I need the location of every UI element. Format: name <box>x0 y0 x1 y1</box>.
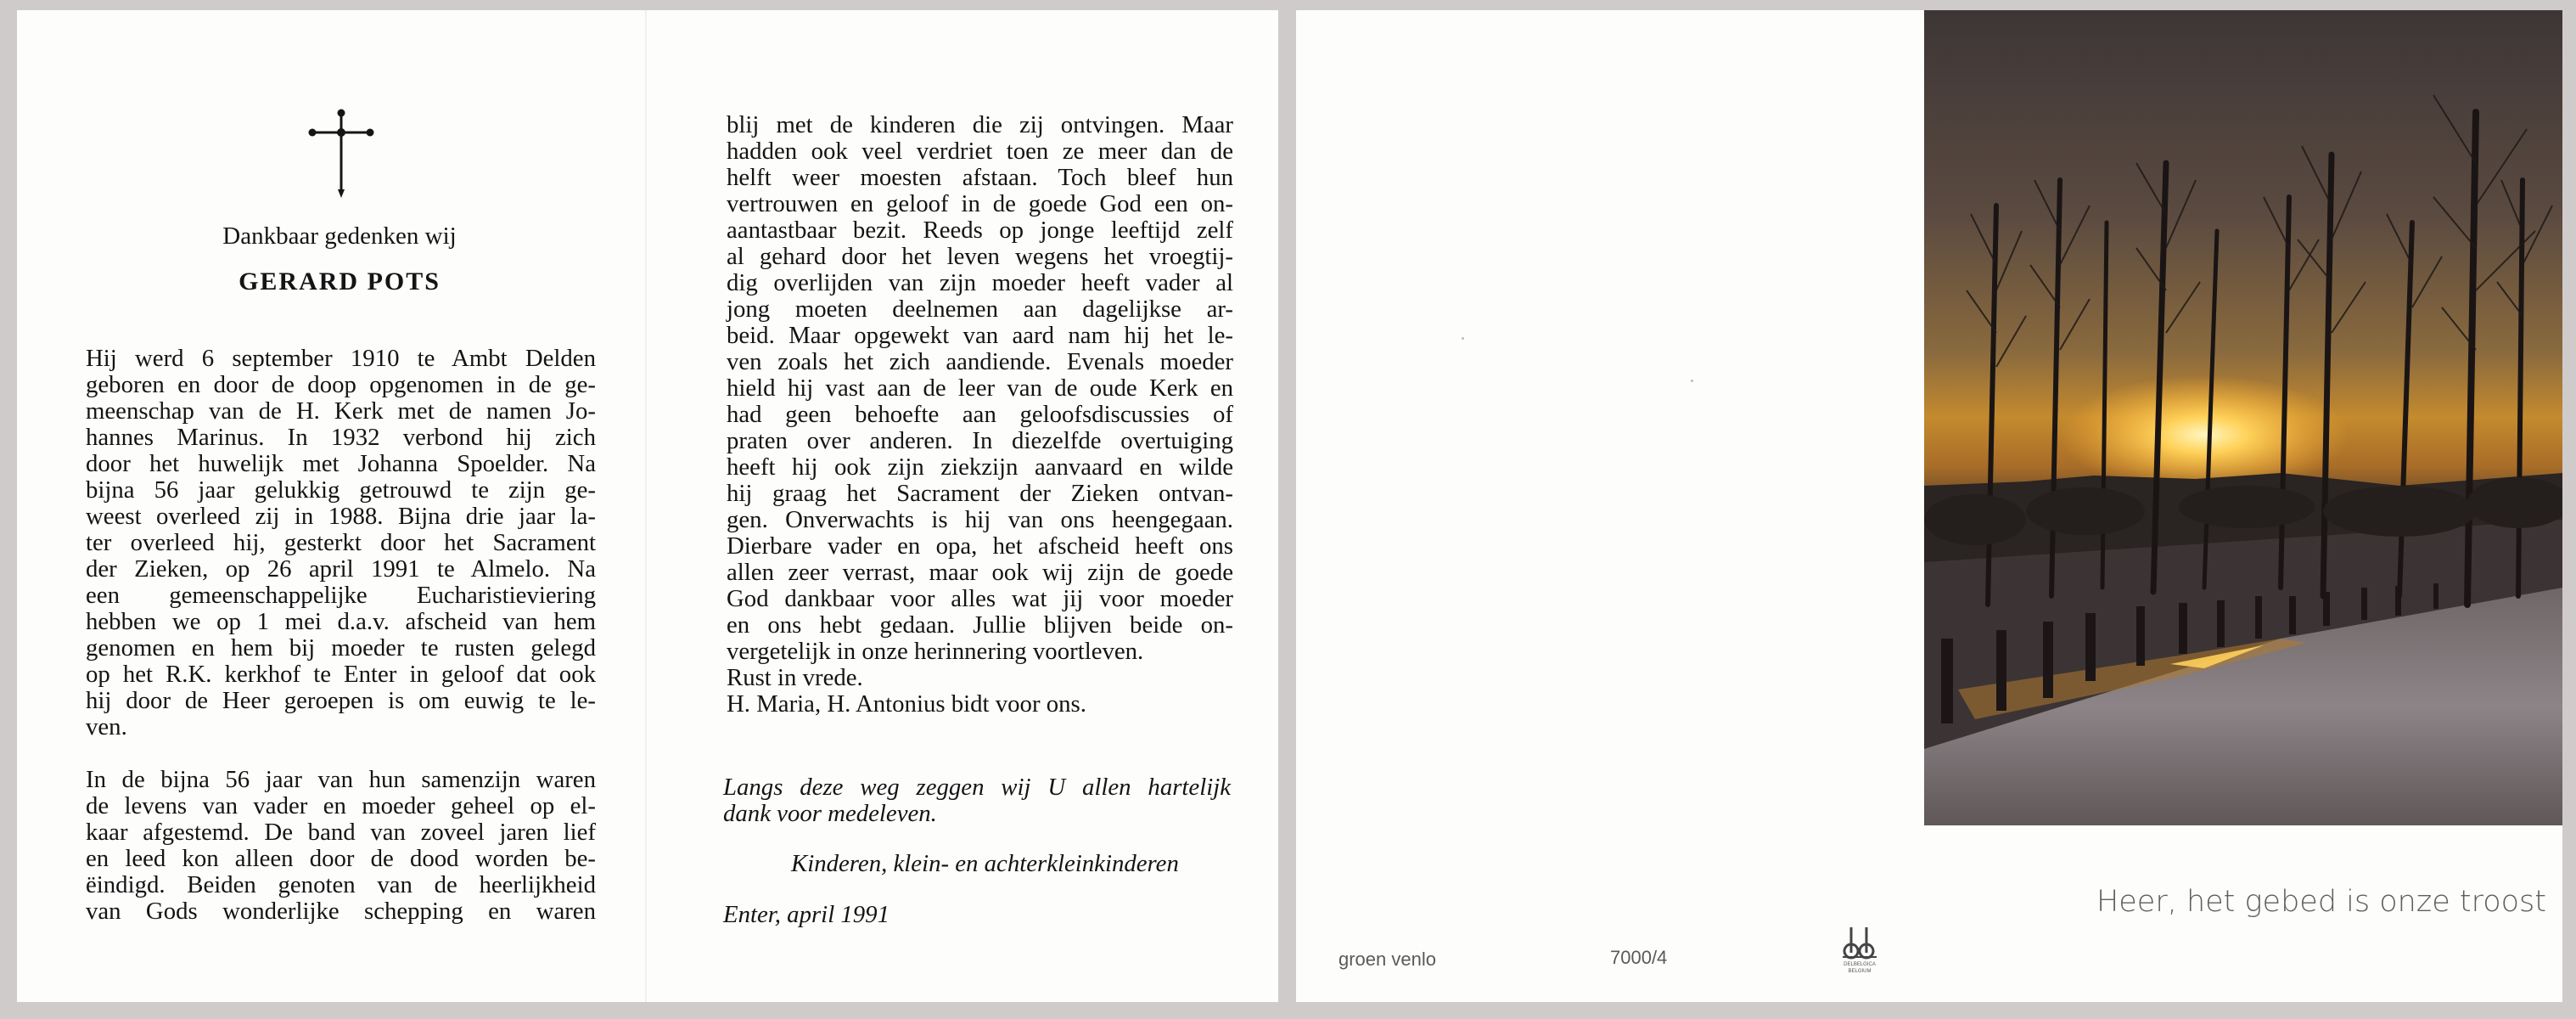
text-line: heeft hij ook zijn ziekzijn aanvaard en wilde <box>727 453 1233 481</box>
memorial-card-outside <box>1296 10 2562 1002</box>
cross-icon <box>307 108 375 201</box>
text-line: vergetelijk in onze herinnering voortleven. <box>727 638 1144 665</box>
motto: Heer, het gebed is onze troost <box>2096 885 2546 919</box>
paper-speck <box>1691 380 1693 382</box>
text-line: en ons hebt gedaan. Jullie blijven beide on- <box>727 611 1233 639</box>
text-line: beid. Maar opgewekt van aard nam hij het le- <box>727 322 1233 349</box>
text-line: gen. Onverwachts is hij van ons heengegaan. <box>727 506 1233 533</box>
thanks-line: dank voor medeleven. <box>723 800 937 827</box>
text-line: hebben we op 1 mei d.a.v. afscheid van hem <box>86 608 596 635</box>
thanks-note <box>723 774 1231 827</box>
text-line: op het R.K. kerkhof te Enter in geloof dat ook <box>86 661 596 688</box>
place-date: Enter, april 1991 <box>723 901 890 928</box>
text-line: jong moeten deelnemen aan dagelijkse ar- <box>727 296 1233 323</box>
intro-line: Dankbaar gedenken wij <box>222 222 457 250</box>
text-line: praten over anderen. In diezelfde overtuiging <box>727 427 1233 454</box>
text-line: der Zieken, op 26 april 1991 te Almelo. Na <box>86 555 596 583</box>
text-line: God dankbaar voor alles wat jij voor moeder <box>727 585 1233 612</box>
text-line: al gehard door het leven wegens het vroegtij- <box>727 243 1233 270</box>
text-line: hadden ook veel verdriet toen ze meer dan de <box>727 138 1233 165</box>
text-line: vertrouwen en geloof in de goede God een on- <box>727 190 1233 217</box>
text-line: ter overleed hij, gesterkt door het Sacrament <box>86 529 596 556</box>
fold-line <box>645 10 647 1002</box>
text-line: kaar afgestemd. De band van zoveel jaren lief <box>86 819 596 846</box>
text-line: had geen behoefte aan geloofsdiscussies of <box>727 401 1233 428</box>
biography-column-2 <box>727 112 1233 718</box>
deceased-name: GERARD POTS <box>239 267 441 296</box>
text-line: hield hij vast aan de leer van de oude Kerk en <box>727 374 1233 402</box>
delbelgica-logo-icon <box>1836 924 1883 977</box>
text-line: hij door de Heer geroepen is om euwig te le- <box>86 687 596 714</box>
text-line: helft weer moesten afstaan. Toch bleef hun <box>727 164 1233 191</box>
text-line: geboren en door de doop opgenomen in de ge- <box>86 371 596 398</box>
text-line: weest overleed zij in 1988. Bijna drie jaar la- <box>86 503 596 530</box>
text-line: van Gods wonderlijke schepping en waren <box>86 898 596 925</box>
thanks-line: Langs deze weg zeggen wij U allen hartelijk <box>723 774 1231 801</box>
paper-speck <box>1462 337 1464 340</box>
memorial-card-inside <box>17 10 1278 1002</box>
text-line: genomen en hem bij moeder te rusten gelegd <box>86 634 596 662</box>
text-line: H. Maria, H. Antonius bidt voor ons. <box>727 690 1086 718</box>
publisher-name: groen venlo <box>1339 949 1436 970</box>
text-line: ven. <box>86 713 127 740</box>
text-line: allen zeer verrast, maar ook wij zijn de goede <box>727 559 1233 586</box>
text-line: ven zoals het zich aandiende. Evenals moeder <box>727 348 1233 375</box>
text-line: ëindigd. Beiden genoten van de heerlijkheid <box>86 871 596 898</box>
signers: Kinderen, klein- en achterkleinkinderen <box>791 850 1179 877</box>
text-line: hannes Marinus. In 1932 verbond hij zich <box>86 424 596 451</box>
text-line: een gemeenschappelijke Eucharistieviering <box>86 582 596 609</box>
text-line: blij met de kinderen die zij ontvingen. Maar <box>727 111 1233 138</box>
text-line: Dierbare vader en opa, het afscheid heeft ons <box>727 532 1233 560</box>
text-line: meenschap van de H. Kerk met de namen Jo- <box>86 397 596 425</box>
text-line: hij graag het Sacrament der Zieken ontvan- <box>727 480 1233 507</box>
text-line: Rust in vrede. <box>727 664 863 691</box>
text-line: dig overlijden van zijn moeder heeft vader al <box>727 269 1233 296</box>
text-line: bijna 56 jaar gelukkig getrouwd te zijn ge- <box>86 476 596 504</box>
text-line: de levens van vader en moeder geheel op el- <box>86 792 596 819</box>
text-line: en leed kon alleen door de dood worden be- <box>86 845 596 872</box>
biography-column-1 <box>86 346 596 925</box>
paragraph-gap <box>86 740 596 767</box>
svg-text:BELGIUM: BELGIUM <box>1848 969 1872 974</box>
text-line: door het huwelijk met Johanna Spoelder. Na <box>86 450 596 477</box>
svg-text:DELBELGICA: DELBELGICA <box>1844 962 1876 967</box>
text-line: Hij werd 6 september 1910 te Ambt Delden <box>86 345 596 372</box>
sunset-winter-trees-photo <box>1924 10 2562 825</box>
catalog-code: 7000/4 <box>1610 947 1668 968</box>
text-line: In de bijna 56 jaar van hun samenzijn waren <box>86 766 596 793</box>
text-line: aantastbaar bezit. Reeds op jonge leeftijd zelf <box>727 217 1233 244</box>
